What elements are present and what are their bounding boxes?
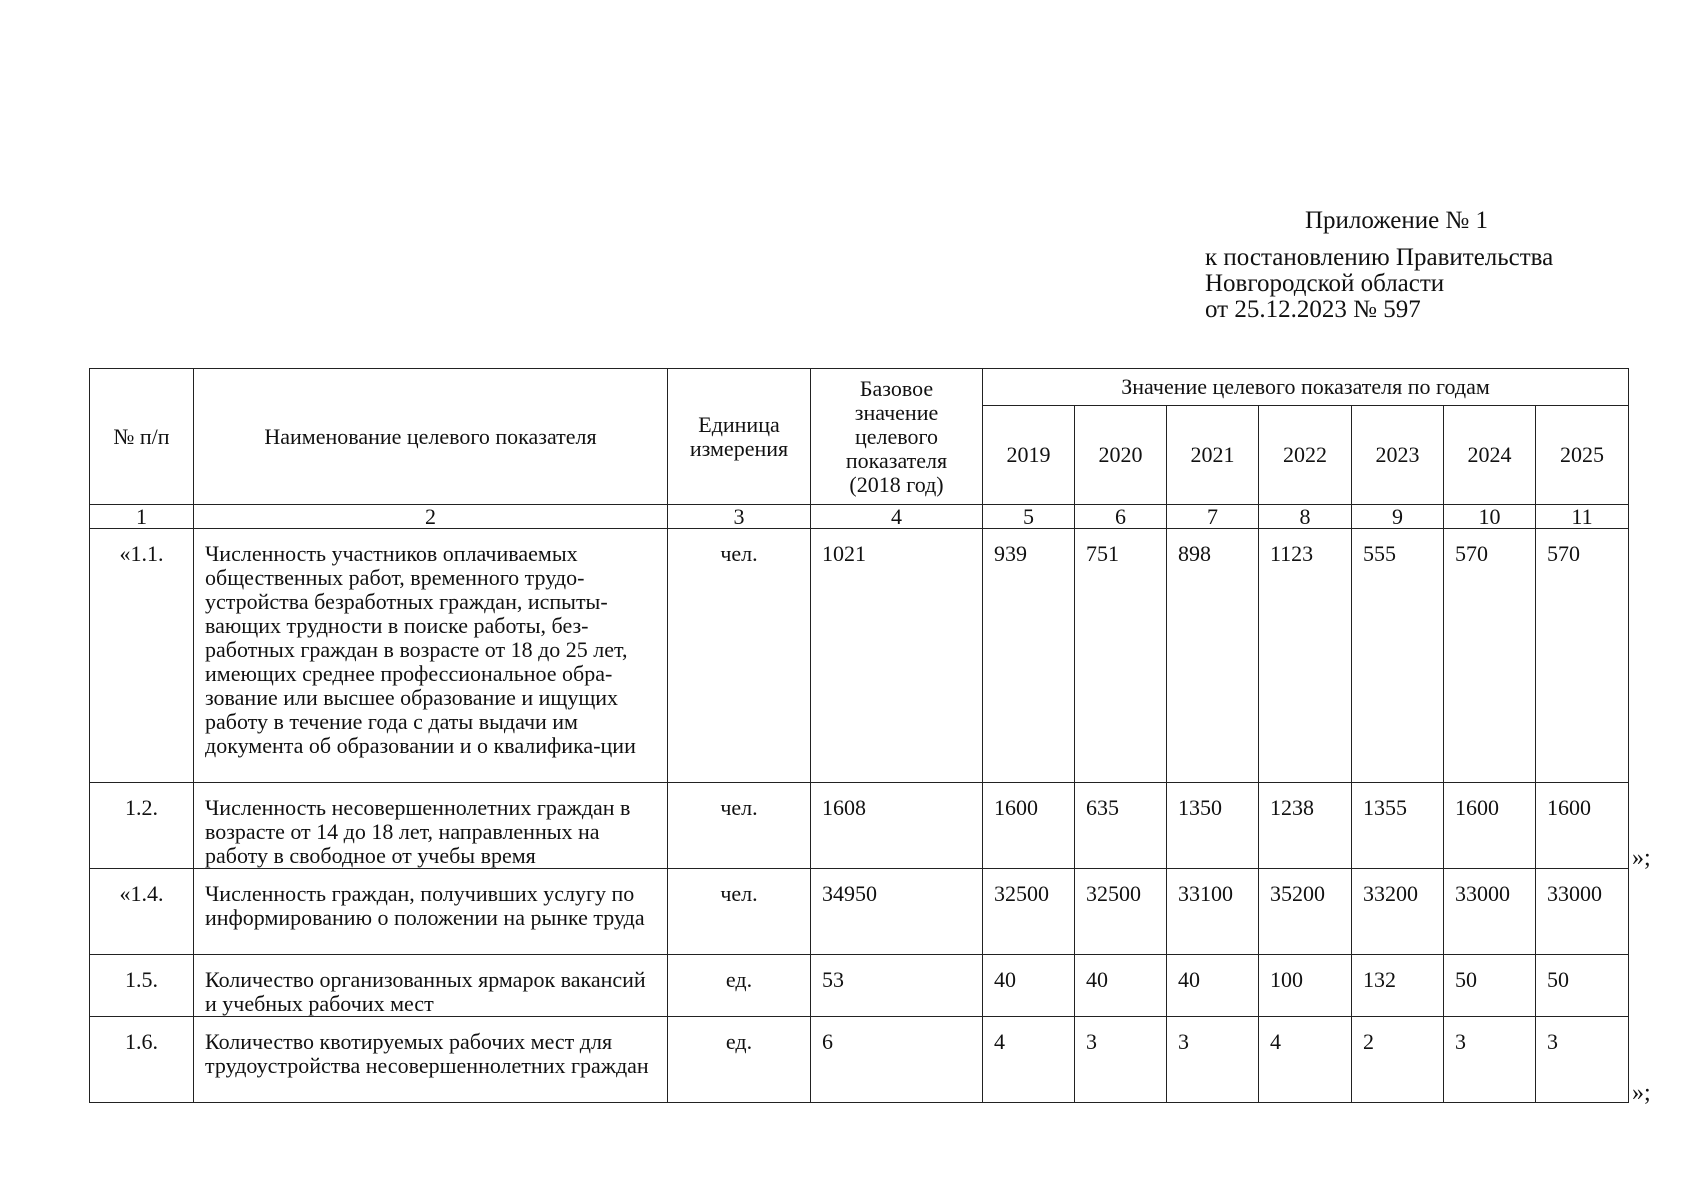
column-number-row: [90, 505, 1629, 529]
row-suffix-quote: »;: [1632, 1080, 1651, 1106]
year-value-cell: 751: [1075, 529, 1167, 783]
indicator-name: Численность граждан, получивших услугу по информированию о положении на рынке труда: [194, 869, 668, 955]
year-value-cell: 635: [1075, 783, 1167, 869]
year-value-cell: 1355: [1352, 783, 1444, 869]
header-year: 2022: [1259, 406, 1352, 505]
header-year: 2019: [983, 406, 1075, 505]
column-number: 10: [1444, 505, 1536, 529]
header-unit: Единица измерения: [668, 369, 811, 505]
base-value-cell: 1608: [811, 783, 983, 869]
table-body: [90, 505, 1629, 1103]
year-value-cell: 33000: [1536, 869, 1629, 955]
year-value-cell: 32500: [1075, 869, 1167, 955]
row-number: «1.1.: [90, 529, 194, 783]
year-value-cell: 570: [1536, 529, 1629, 783]
year-value-cell: 1600: [1444, 783, 1536, 869]
header-indicator-name: Наименование целевого показателя: [194, 369, 668, 505]
column-number: 4: [811, 505, 983, 529]
unit-cell: чел.: [668, 529, 811, 783]
appendix-line-resolution: к постановлению Правительства: [1205, 244, 1554, 271]
column-number: 9: [1352, 505, 1444, 529]
indicators-table: [89, 368, 1629, 1103]
column-number: 5: [983, 505, 1075, 529]
year-value-cell: 40: [1075, 955, 1167, 1017]
column-number: 8: [1259, 505, 1352, 529]
year-value-cell: 3: [1444, 1017, 1536, 1103]
year-value-cell: 40: [1167, 955, 1259, 1017]
year-value-cell: 1123: [1259, 529, 1352, 783]
unit-cell: ед.: [668, 1017, 811, 1103]
unit-cell: чел.: [668, 869, 811, 955]
row-suffix-quote: »;: [1632, 845, 1651, 871]
column-number: 6: [1075, 505, 1167, 529]
column-number: 3: [668, 505, 811, 529]
base-value-cell: 53: [811, 955, 983, 1017]
year-value-cell: 50: [1536, 955, 1629, 1017]
header-values-by-years: Значение целевого показателя по годам: [983, 369, 1629, 406]
row-number: 1.5.: [90, 955, 194, 1017]
table-row: [90, 955, 1629, 1017]
header-year: 2025: [1536, 406, 1629, 505]
year-value-cell: 570: [1444, 529, 1536, 783]
indicator-name: Количество организованных ярмарок вакансий и учебных рабочих мест: [194, 955, 668, 1017]
header-year: 2023: [1352, 406, 1444, 505]
indicator-name: Количество квотируемых рабочих мест для трудоустройства несовершеннолетних граждан: [194, 1017, 668, 1103]
table-row: [90, 529, 1629, 783]
appendix-block: [1205, 208, 1553, 323]
header-year: 2024: [1444, 406, 1536, 505]
base-value-cell: 6: [811, 1017, 983, 1103]
base-value-cell: 1021: [811, 529, 983, 783]
year-value-cell: 132: [1352, 955, 1444, 1017]
year-value-cell: 2: [1352, 1017, 1444, 1103]
year-value-cell: 1600: [1536, 783, 1629, 869]
year-value-cell: 33200: [1352, 869, 1444, 955]
year-value-cell: 35200: [1259, 869, 1352, 955]
row-number: «1.4.: [90, 869, 194, 955]
unit-cell: чел.: [668, 783, 811, 869]
year-value-cell: 555: [1352, 529, 1444, 783]
table-row: [90, 783, 1629, 869]
column-number: 2: [194, 505, 668, 529]
year-value-cell: 4: [1259, 1017, 1352, 1103]
year-value-cell: 33000: [1444, 869, 1536, 955]
appendix-line-region: Новгородской области: [1205, 270, 1445, 297]
year-value-cell: 898: [1167, 529, 1259, 783]
year-value-cell: 32500: [983, 869, 1075, 955]
year-value-cell: 1350: [1167, 783, 1259, 869]
column-number: 11: [1536, 505, 1629, 529]
table-row: [90, 869, 1629, 955]
year-value-cell: 939: [983, 529, 1075, 783]
table-row: [90, 1017, 1629, 1103]
header-base-value: Базовое значение целевого показателя (2018 год): [811, 369, 983, 505]
row-number: 1.2.: [90, 783, 194, 869]
header-no: № п/п: [90, 369, 194, 505]
year-value-cell: 33100: [1167, 869, 1259, 955]
indicator-name: Численность несовершеннолетних граждан в возрасте от 14 до 18 лет, направленных на работу в свободное от учебы время: [194, 783, 668, 869]
column-number: 1: [90, 505, 194, 529]
year-value-cell: 100: [1259, 955, 1352, 1017]
year-value-cell: 1600: [983, 783, 1075, 869]
year-value-cell: 3: [1536, 1017, 1629, 1103]
row-number: 1.6.: [90, 1017, 194, 1103]
year-value-cell: 3: [1167, 1017, 1259, 1103]
unit-cell: ед.: [668, 955, 811, 1017]
year-value-cell: 50: [1444, 955, 1536, 1017]
base-value-cell: 34950: [811, 869, 983, 955]
column-number: 7: [1167, 505, 1259, 529]
header-year: 2020: [1075, 406, 1167, 505]
year-value-cell: 4: [983, 1017, 1075, 1103]
appendix-line-date: от 25.12.2023 № 597: [1205, 296, 1421, 323]
year-value-cell: 1238: [1259, 783, 1352, 869]
header-year: 2021: [1167, 406, 1259, 505]
appendix-title: Приложение № 1: [1305, 207, 1489, 234]
year-value-cell: 3: [1075, 1017, 1167, 1103]
indicator-name: Численность участников оплачиваемых общественных работ, временного трудо-устройства безработных граждан, испыты-вающих трудности в поиске работы, без-работных граждан в возрасте от 18 до 25 лет, имеющих среднее профессиональное обра-зование или высшее образование и ищущих работу в течение года с даты выдачи им документа об образовании и о квалифика-ции: [194, 529, 668, 783]
year-value-cell: 40: [983, 955, 1075, 1017]
